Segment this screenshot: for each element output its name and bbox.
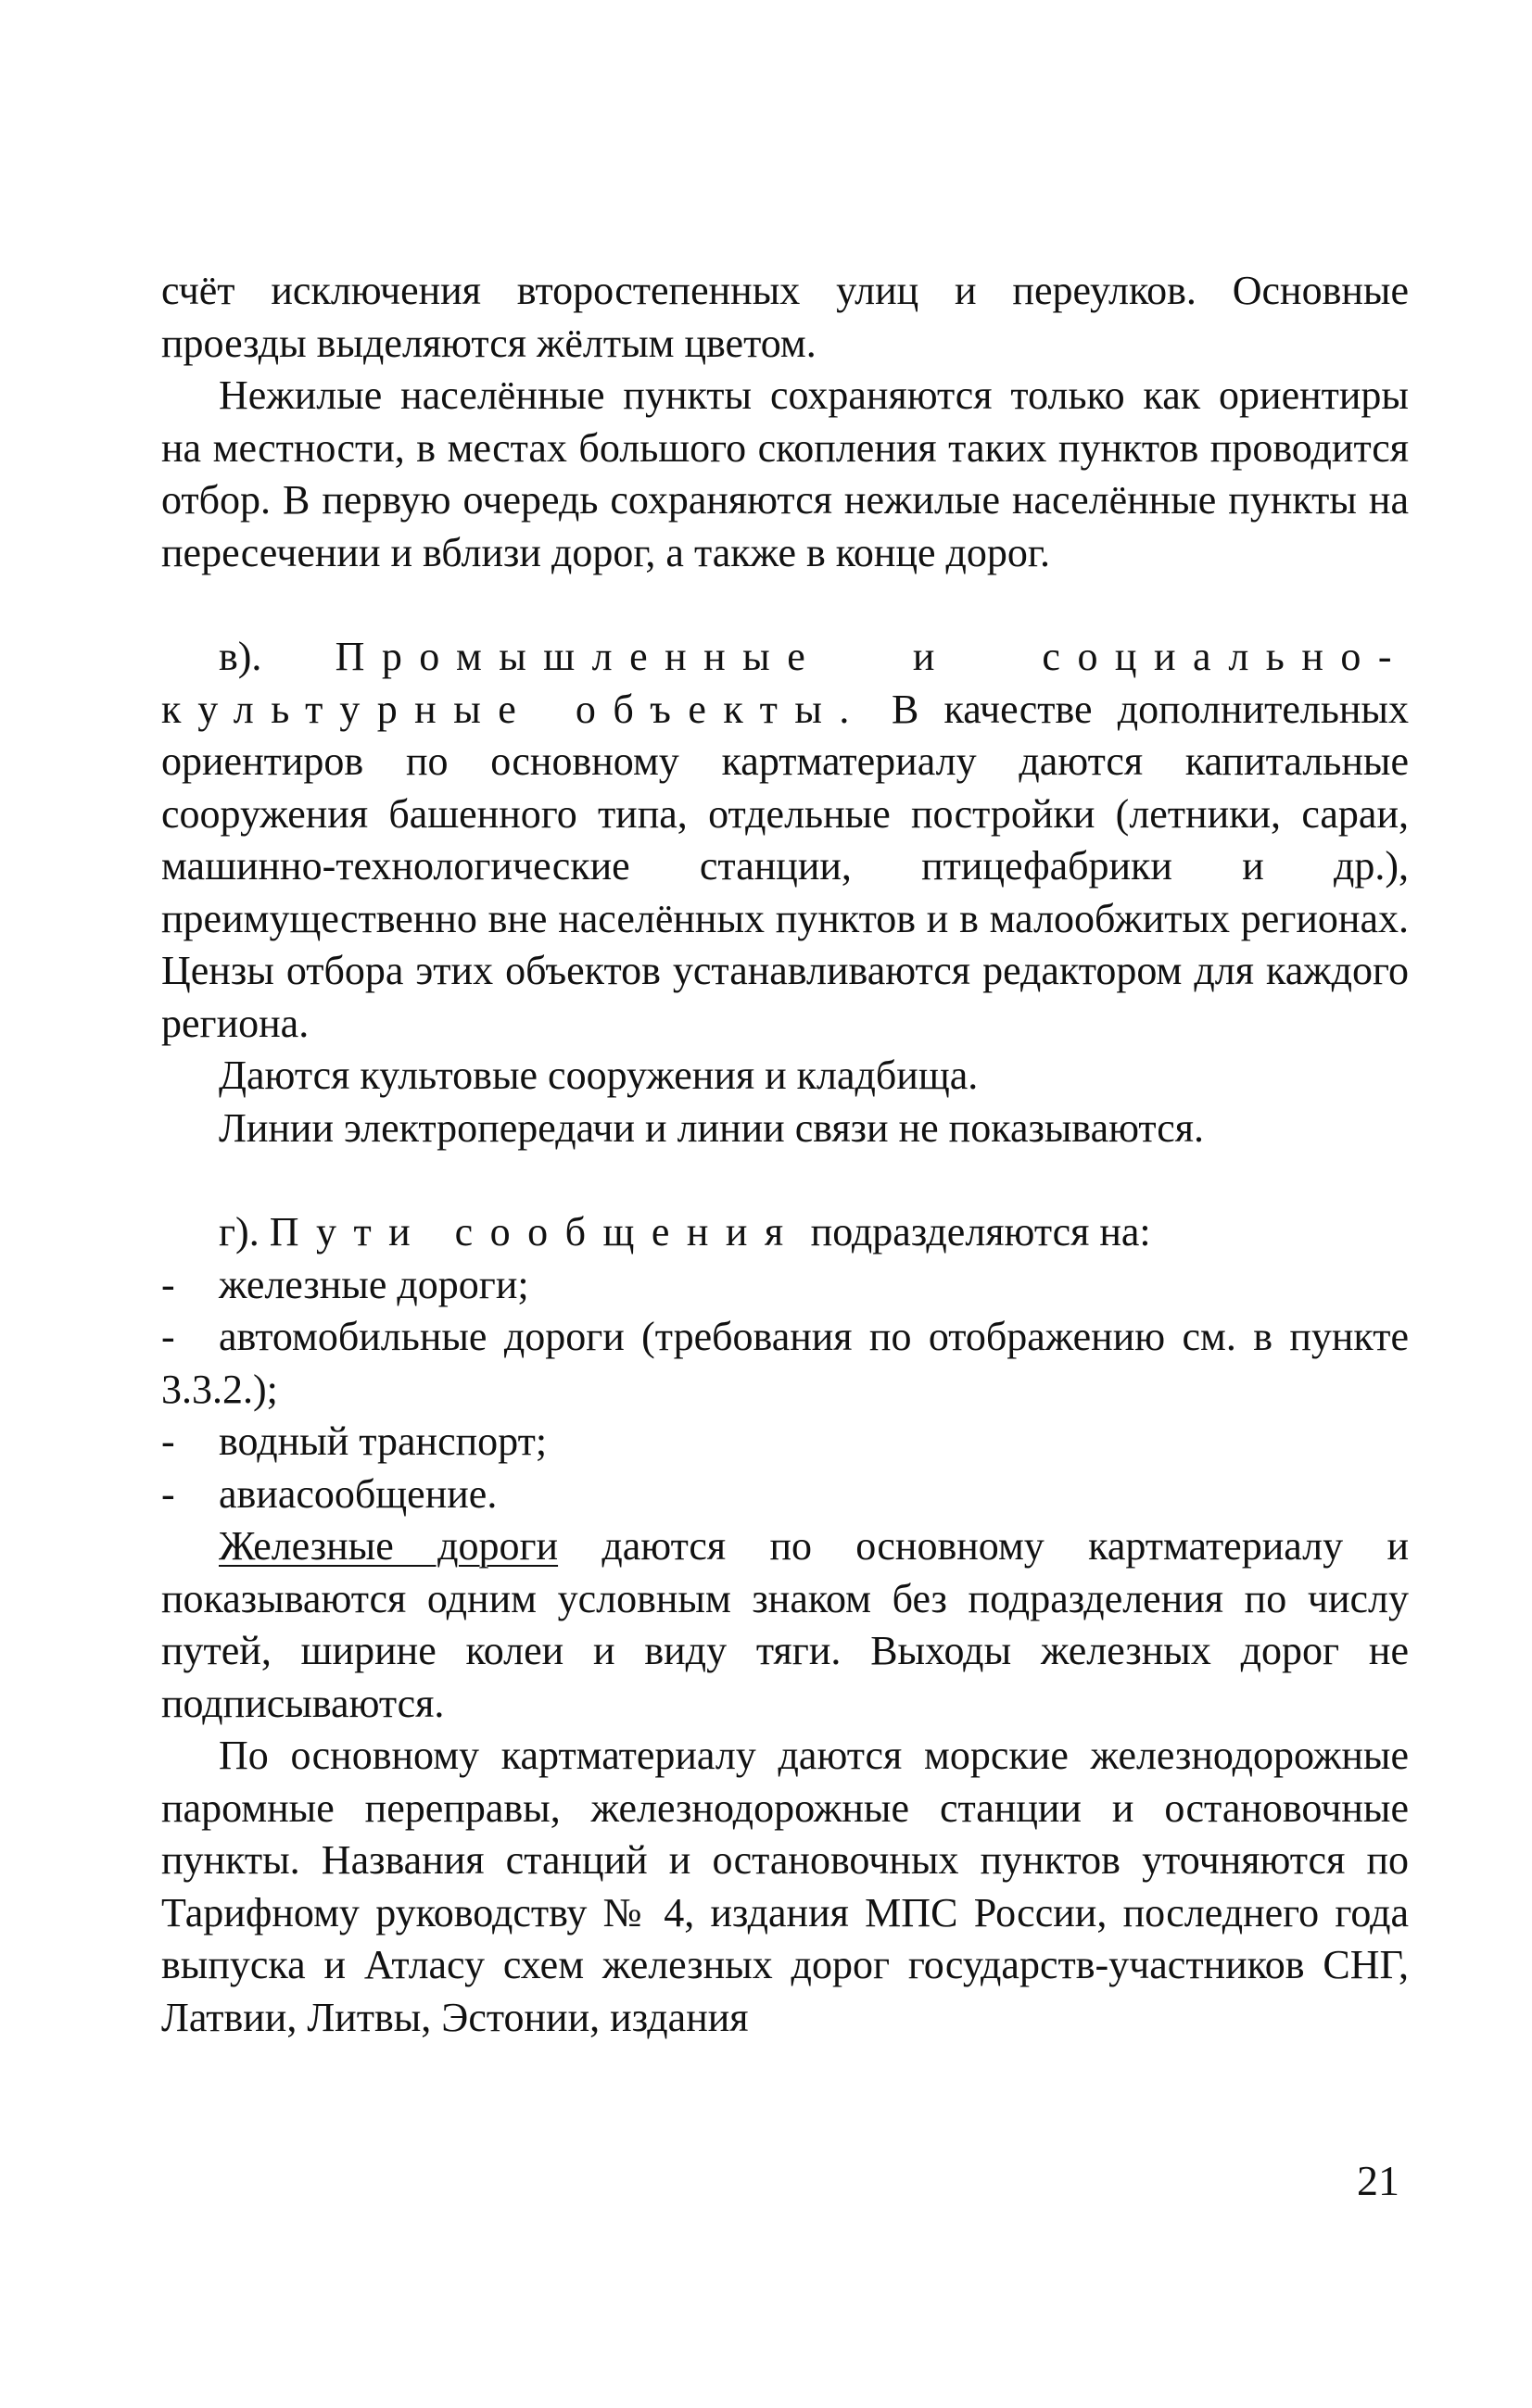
- paragraph-settlements: Нежилые населённые пункты сохраняются только как ориентиры на местности, в местах большого скопления таких пунктов проводится отбор. В первую очередь сохраняются нежилые населённые пункты на пересечении и вблизи дорог, а также в конце дорог.: [161, 372, 1409, 575]
- section-g-marker: г).: [219, 1209, 260, 1254]
- list-item-text: автомобильные дороги (требования по отображению см. в пункте 3.3.2.);: [161, 1314, 1409, 1412]
- section-g-text: подразделяются на:: [800, 1209, 1151, 1254]
- list-item-text: железные дороги;: [219, 1261, 529, 1307]
- paragraph-cult: Даются культовые сооружения и кладбища.: [219, 1053, 979, 1098]
- list-item-text: водный транспорт;: [219, 1418, 548, 1464]
- list-dash: -: [161, 1418, 175, 1464]
- list-item: [161, 1469, 1409, 1521]
- railways-text: даются по основному картматериалу и показываются одним условным знаком без подразделения по числу путей, ширине колеи и виду тяги. Выходы железных дорог не подписываются.: [161, 1523, 1409, 1726]
- list-item: [161, 1416, 1409, 1469]
- list-item: [161, 1259, 1409, 1312]
- section-v-text: В качестве дополнительных ориентиров по основному картматериалу даются капитальные сооружения башенного типа, отдельные постройки (летники, сараи, машинно-технологические станции, птицефабрики и др.), преимущественно вне населённых пунктов и в малообжитых регионах. Цензы отбора этих объектов устанавливаются редактором для каждого региона.: [161, 686, 1409, 1046]
- section-g: [161, 1206, 1409, 1259]
- railways-term: Железные дороги: [219, 1523, 559, 1569]
- section-v-title: Промышленные и социально-культурные объекты.: [161, 634, 1409, 732]
- paragraph-continuation: счёт исключения второстепенных улиц и переулков. Основные проезды выделяются жёлтым цветом.: [161, 268, 1409, 366]
- list-item-text: авиасообщение.: [219, 1470, 498, 1517]
- section-g-title: Пути сообщения: [269, 1209, 801, 1254]
- section-v: [161, 631, 1409, 1050]
- list-dash: -: [161, 1470, 175, 1517]
- paragraph-railways: [161, 1520, 1409, 1730]
- list-item: [161, 1311, 1409, 1416]
- paragraph-stations: По основному картматериалу даются морские железнодорожные паромные переправы, железнодорожные станции и остановочные пункты. Названия станций и остановочных пунктов уточняются по Тарифному руководству № 4, издания МПС России, последнего года выпуска и Атласу схем железных дорог государств-участников СНГ, Латвии, Литвы, Эстонии, издания: [161, 1733, 1409, 2040]
- list-dash: -: [161, 1314, 175, 1359]
- body-text: [161, 265, 1409, 2044]
- paragraph-power-lines: Линии электропередачи и линии связи не показываются.: [219, 1104, 1204, 1151]
- section-v-marker: в).: [219, 634, 262, 679]
- page-number: 21: [1357, 2157, 1399, 2204]
- list-dash: -: [161, 1261, 175, 1307]
